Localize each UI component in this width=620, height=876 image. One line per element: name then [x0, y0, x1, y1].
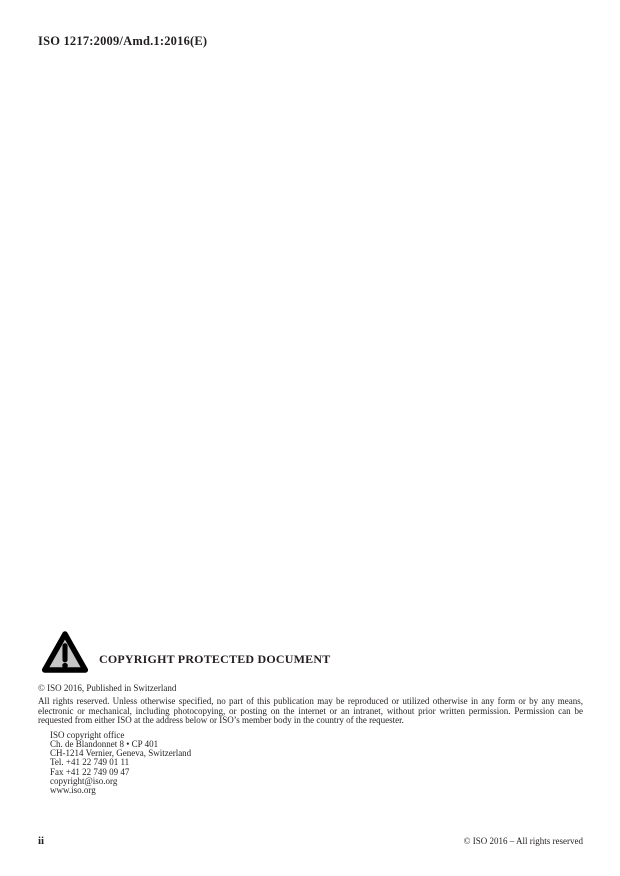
address-line-street: Ch. de Blandonnet 8 • CP 401: [50, 738, 159, 749]
document-reference: ISO 1217:2009/Amd.1:2016(E): [38, 34, 208, 48]
address-line-website: www.iso.org: [50, 785, 96, 795]
page-footer: [38, 835, 583, 847]
copyright-notice-block: [38, 628, 583, 795]
iso-address-block: [50, 731, 583, 795]
address-line-tel: Tel. +41 22 749 01 11: [50, 757, 130, 768]
address-line-email: copyright@iso.org: [50, 775, 118, 786]
published-line: © ISO 2016, Published in Switzerland: [38, 683, 177, 693]
page-number: ii: [38, 835, 45, 847]
rights-reserved-paragraph: All rights reserved. Unless otherwise specified, no part of this publication may be reproduced or utilized otherwise in any form or by any means, electronic or mechanical, including photocopying, or posting on the internet or an intranet, without prior written permission. Permission can be requested from either ISO at the address below or ISO’s member body in the country of the requester.: [38, 696, 583, 726]
address-line-office: ISO copyright office: [50, 729, 125, 740]
address-line-fax: Fax +41 22 749 09 47: [50, 766, 130, 777]
footer-copyright: © ISO 2016 – All rights reserved: [463, 836, 583, 846]
address-line-city: CH-1214 Vernier, Geneva, Switzerland: [50, 748, 192, 759]
copyright-banner: [38, 628, 583, 676]
copyright-banner-title: COPYRIGHT PROTECTED DOCUMENT: [99, 651, 331, 666]
warning-triangle-icon: [40, 628, 90, 676]
